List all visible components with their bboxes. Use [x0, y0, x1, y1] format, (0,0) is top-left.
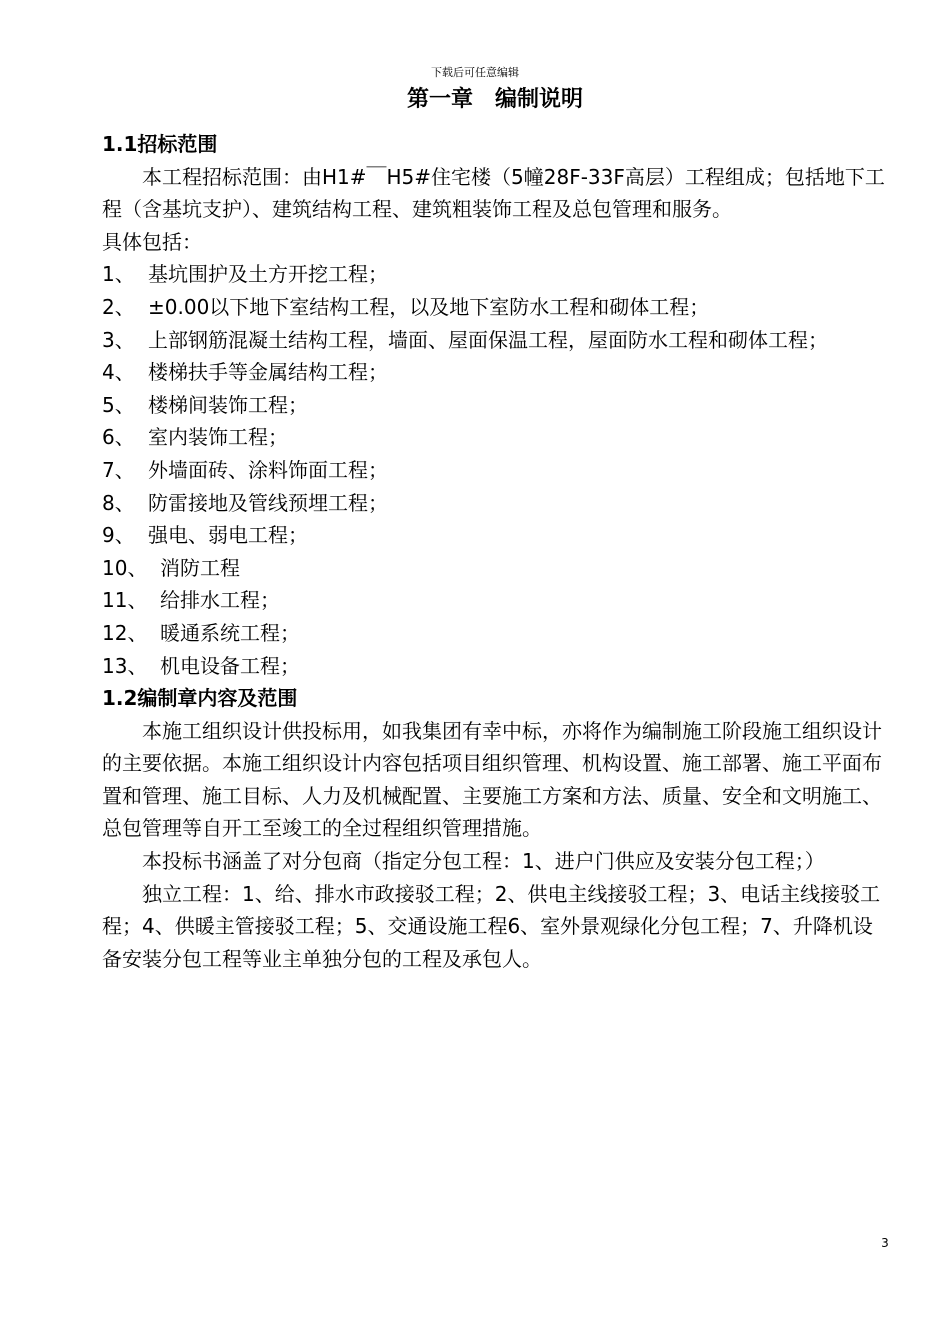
list-item-text: 消防工程 [160, 555, 240, 580]
list-item-text: 给排水工程； [160, 588, 280, 613]
list-item [102, 258, 892, 291]
header-note: 下载后可任意编辑 [431, 66, 519, 79]
list-item-number: 12、 [102, 620, 148, 645]
list-lead: 具体包括： [102, 229, 202, 254]
list-item [102, 454, 892, 487]
section-heading-compilation-scope: 1.2编制章内容及范围 [102, 686, 298, 711]
compilation-paragraph: 本施工组织设计供投标用，如我集团有幸中标，亦将作为编制施工阶段施工组织设计的主要依据。本施工组织设计内容包括项目组织管理、机构设置、施工部署、施工平面布置和管理、施工目标、人力及机械配置、主要施工方案和方法、质量、安全和文明施工、总包管理等自开工至竣工的全过程组织管理措施。 [102, 718, 882, 841]
list-item-text: 基坑围护及土方开挖工程； [148, 262, 388, 287]
subcontract-paragraph: 本投标书涵盖了对分包商（指定分包工程：1、进户门供应及安装分包工程；） [142, 849, 825, 874]
list-item [102, 650, 892, 683]
chapter-title: 第一章 编制说明 [406, 87, 583, 112]
section-heading-bidding-scope: 1.1招标范围 [102, 132, 218, 156]
list-item-text: ±0.00以下地下室结构工程，以及地下室防水工程和砌体工程； [148, 294, 710, 319]
list-item-number: 13、 [102, 653, 148, 678]
list-item-text: 楼梯扶手等金属结构工程； [148, 360, 388, 385]
list-item-number: 4、 [102, 360, 135, 385]
list-item-text: 强电、弱电工程； [148, 523, 308, 548]
list-item-number: 9、 [102, 523, 135, 548]
list-item-number: 11、 [102, 588, 148, 613]
list-item [102, 617, 892, 650]
list-item [102, 389, 892, 422]
list-item [102, 519, 892, 552]
list-item-number: 1、 [102, 262, 135, 287]
list-item-text: 机电设备工程； [160, 653, 300, 678]
list-item-text: 室内装饰工程； [148, 425, 288, 450]
list-item-text: 外墙面砖、涂料饰面工程； [148, 457, 388, 482]
page-number: 3 [881, 1236, 889, 1250]
list-item [102, 291, 892, 324]
list-item-text: 上部钢筋混凝土结构工程，墙面、屋面保温工程，屋面防水工程和砌体工程； [148, 327, 828, 352]
list-item-text: 防雷接地及管线预埋工程； [148, 490, 388, 515]
list-item-number: 5、 [102, 392, 135, 417]
list-item-text: 楼梯间装饰工程； [148, 392, 308, 417]
list-item [102, 324, 892, 357]
list-item [102, 487, 892, 520]
list-item [102, 356, 892, 389]
list-item-number: 10、 [102, 555, 148, 580]
list-item-number: 3、 [102, 327, 135, 352]
list-item-number: 7、 [102, 457, 135, 482]
list-item [102, 584, 892, 617]
list-item-text: 暖通系统工程； [160, 620, 300, 645]
document-body [102, 128, 892, 975]
list-item-number: 6、 [102, 425, 135, 450]
independent-works-paragraph: 独立工程：1、给、排水市政接驳工程；2、供电主线接驳工程；3、电话主线接驳工程；4、供暖主管接驳工程；5、交通设施工程6、室外景观绿化分包工程；7、升降机设备安装分包工程等业主单独分包的工程及承包人。 [102, 881, 881, 971]
bidding-scope-paragraph: 本工程招标范围：由H1#￣H5#住宅楼（5幢28F-33F高层）工程组成；包括地下工程（含基坑支护）、建筑结构工程、建筑粗装饰工程及总包管理和服务。 [102, 164, 885, 222]
list-item-number: 8、 [102, 490, 135, 515]
list-item [102, 552, 892, 585]
list-item [102, 421, 892, 454]
list-item-number: 2、 [102, 294, 135, 319]
